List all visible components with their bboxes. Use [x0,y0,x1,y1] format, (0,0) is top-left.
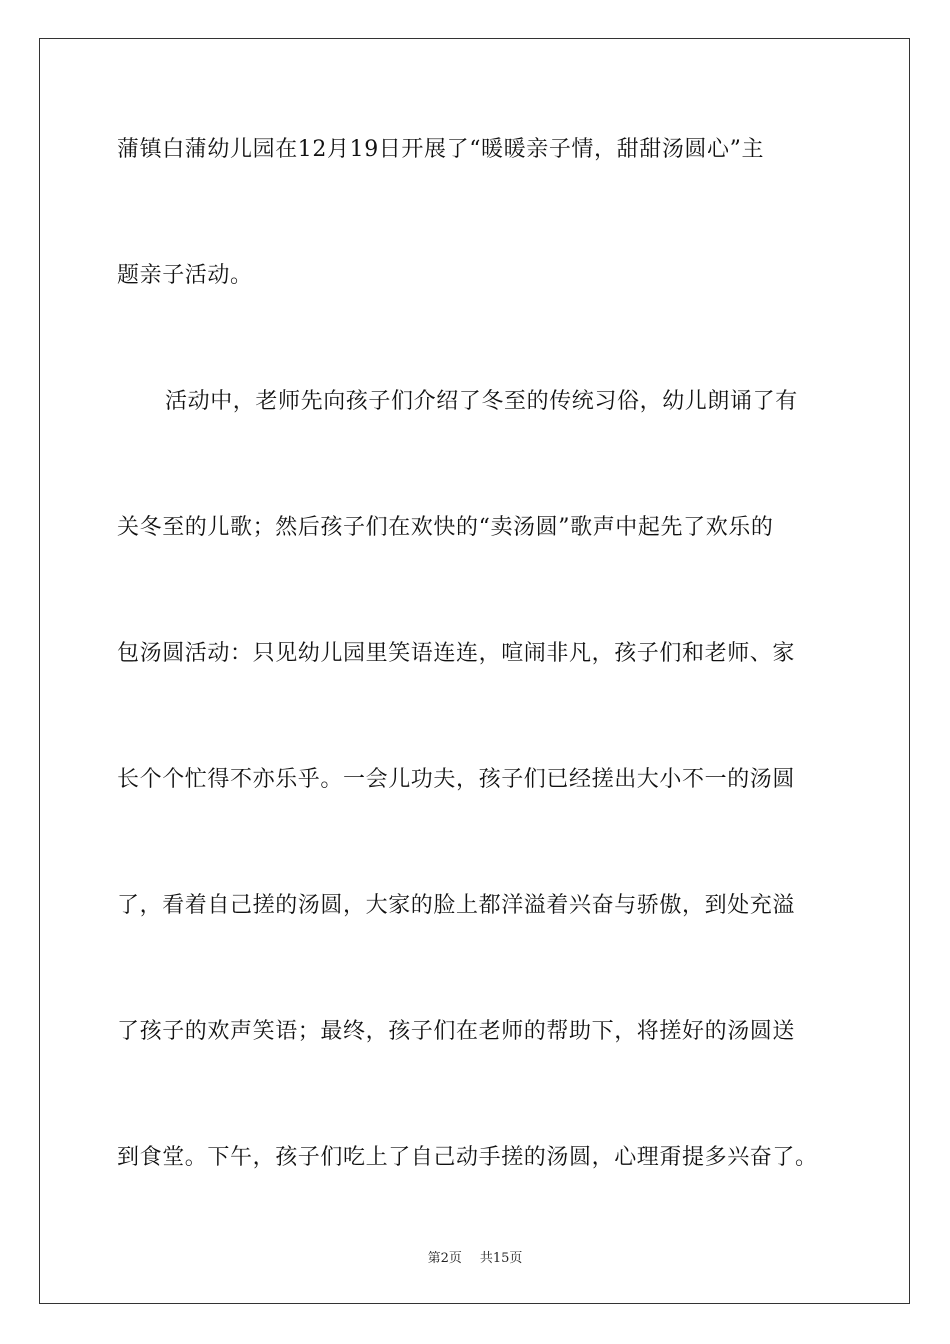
page-number: 第2页 [427,1251,462,1266]
text-line: 蒲镇白蒲幼儿园在12月19日开展了“暖暖亲子情，甜甜汤圆心”主 [117,137,765,162]
paragraph-start-line: 活动中，老师先向孩子们介绍了冬至的传统习俗，幼儿朗诵了有 [165,389,798,414]
page-footer [0,1247,950,1266]
page-total: 共15页 [479,1251,523,1266]
text-line: 包汤圆活动：只见幼儿园里笑语连连，喧闹非凡，孩子们和老师、家 [117,641,796,666]
text-line: 题亲子活动。 [117,263,253,288]
text-line: 了孩子的欢声笑语；最终，孩子们在老师的帮助下，将搓好的汤圆送 [117,1019,796,1044]
text-line: 到食堂。下午，孩子们吃上了自己动手搓的汤圆，心理甭提多兴奋了。 [117,1145,818,1170]
text-line: 长个个忙得不亦乐乎。一会儿功夫，孩子们已经搓出大小不一的汤圆 [117,767,796,792]
text-line: 关冬至的儿歌；然后孩子们在欢快的“卖汤圆”歌声中起先了欢乐的 [117,515,774,540]
document-body [117,118,837,1252]
text-line: 了，看着自己搓的汤圆，大家的脸上都洋溢着兴奋与骄傲，到处充溢 [117,893,796,918]
